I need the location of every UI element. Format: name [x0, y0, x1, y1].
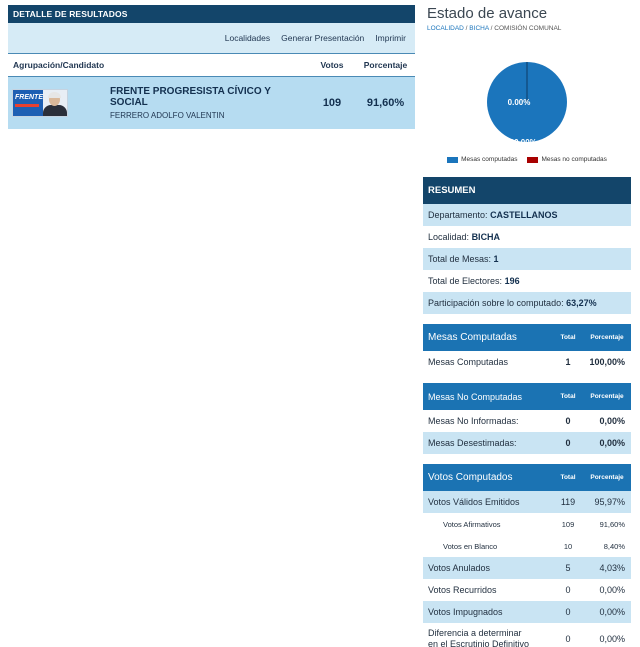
row-name: Mesas Computadas — [428, 357, 509, 367]
row-total: 0 — [565, 634, 571, 644]
row-pct: 8,40% — [603, 541, 625, 551]
breadcrumb-comision: COMISIÓN COMUNAL — [494, 25, 562, 32]
row-name: Votos Afirmativos — [443, 519, 501, 529]
table-row — [423, 623, 631, 647]
legend-label-computadas: Mesas computadas — [461, 156, 518, 163]
detalle-toolbar — [8, 23, 415, 53]
sidebar-panel — [423, 5, 631, 647]
col-agrupacion: Agrupación/Candidato — [13, 60, 105, 70]
row-total: 0 — [565, 585, 571, 595]
row-total: 0 — [565, 607, 571, 617]
row-name: Votos Válidos Emitidos — [428, 497, 520, 507]
breadcrumb-sep: / — [490, 25, 493, 32]
localidad-value: BICHA — [471, 232, 501, 242]
breadcrumb — [427, 25, 631, 32]
row-name: Mesas No Informadas: — [428, 416, 519, 426]
imprimir-link[interactable]: Imprimir — [375, 33, 406, 43]
legend-swatch-blue — [447, 157, 458, 163]
resumen-departamento — [423, 204, 631, 226]
col-porcentaje: Porcentaje — [590, 334, 624, 341]
table-row — [423, 579, 631, 601]
resumen-participacion — [423, 292, 631, 314]
departamento-value: CASTELLANOS — [490, 210, 558, 220]
col-total: Total — [560, 334, 576, 341]
logo-text: FRENTE — [15, 94, 43, 101]
row-name-line2: en el Escrutinio Definitivo — [428, 639, 530, 647]
table-row — [8, 77, 415, 129]
pie-label-no: 0.00% — [507, 98, 531, 107]
mesas-computadas-header — [423, 324, 631, 351]
departamento-label: Departamento: — [428, 210, 488, 220]
row-name: Votos Anulados — [428, 563, 491, 573]
table-row — [423, 601, 631, 623]
row-total: 5 — [565, 563, 571, 573]
row-pct: 0,00% — [599, 438, 625, 448]
votos-value: 109 — [322, 97, 342, 109]
pie-label-si: 100.00% — [505, 138, 537, 147]
mesas-computadas-title: Mesas Computadas — [428, 332, 517, 343]
total-electores-value: 196 — [504, 276, 520, 286]
breadcrumb-sep: / — [465, 25, 468, 32]
party-name: FRENTE PROGRESISTA CÍVICO Y SOCIAL — [110, 86, 271, 108]
avance-chart — [423, 36, 631, 156]
row-total: 0 — [565, 416, 571, 426]
mesas-no-computadas-header — [423, 383, 631, 410]
row-name-line1: Diferencia a determinar — [428, 628, 522, 638]
legend-label-no-computadas: Mesas no computadas — [541, 156, 607, 163]
row-name: Votos en Blanco — [443, 541, 498, 551]
row-name — [423, 628, 553, 647]
party-logo — [12, 89, 68, 117]
participacion-value: 63,27% — [566, 298, 597, 308]
row-name: Votos Impugnados — [428, 607, 503, 617]
row-total: 1 — [565, 357, 571, 367]
col-votos: Votos — [320, 60, 344, 70]
resumen-header: RESUMEN — [423, 177, 631, 204]
candidate-name: FERRERO ADOLFO VALENTIN — [110, 111, 225, 120]
col-porcentaje: Porcentaje — [590, 474, 624, 481]
candidate-cell — [110, 86, 308, 120]
table-row — [423, 351, 631, 373]
row-name: Mesas Desestimadas: — [428, 438, 517, 448]
row-pct: 0,00% — [599, 634, 625, 644]
votos-computados-title: Votos Computados — [428, 472, 513, 483]
breadcrumb-localidad[interactable]: LOCALIDAD — [427, 25, 464, 32]
resumen-localidad — [423, 226, 631, 248]
localidad-label: Localidad: — [428, 232, 470, 242]
col-porcentaje: Porcentaje — [363, 60, 408, 70]
resumen-total-mesas — [423, 248, 631, 270]
table-row — [423, 535, 631, 557]
col-porcentaje: Porcentaje — [590, 393, 624, 400]
row-pct: 0,00% — [599, 585, 625, 595]
table-row — [423, 491, 631, 513]
row-total: 10 — [563, 541, 573, 551]
row-pct: 0,00% — [599, 416, 625, 426]
mesas-computadas-table — [423, 324, 631, 373]
total-electores-label: Total de Electores: — [428, 276, 503, 286]
detalle-header: DETALLE DE RESULTADOS — [8, 5, 415, 23]
results-table-header — [8, 53, 415, 77]
total-mesas-label: Total de Mesas: — [428, 254, 492, 264]
resumen-total-electores — [423, 270, 631, 292]
localidades-link[interactable]: Localidades — [224, 33, 271, 43]
row-name: Votos Recurridos — [428, 585, 497, 595]
row-total: 109 — [561, 519, 575, 529]
total-mesas-value: 1 — [493, 254, 499, 264]
votos-computados-table — [423, 464, 631, 647]
row-pct: 4,03% — [599, 563, 625, 573]
table-row — [423, 432, 631, 454]
row-pct: 100,00% — [589, 357, 625, 367]
row-total: 119 — [560, 497, 576, 507]
row-total: 0 — [565, 438, 571, 448]
row-pct: 91,60% — [599, 519, 625, 529]
col-total: Total — [560, 393, 576, 400]
legend-item-computadas — [447, 156, 517, 163]
table-row — [423, 513, 631, 535]
estado-title: Estado de avance — [427, 5, 548, 22]
legend-item-no-computadas — [527, 156, 606, 163]
table-row — [423, 557, 631, 579]
porcentaje-value: 91,60% — [366, 97, 405, 109]
breadcrumb-bicha[interactable]: BICHA — [469, 25, 489, 32]
pie-chart — [423, 36, 631, 156]
pie-legend — [423, 156, 631, 163]
detalle-panel — [8, 5, 415, 129]
mesas-no-computadas-title: Mesas No Computadas — [428, 391, 523, 402]
row-pct: 95,97% — [594, 497, 625, 507]
row-pct: 0,00% — [599, 607, 625, 617]
col-total: Total — [560, 474, 576, 481]
table-row — [423, 410, 631, 432]
legend-swatch-red — [527, 157, 538, 163]
mesas-no-computadas-table — [423, 383, 631, 454]
votos-computados-header — [423, 464, 631, 491]
generar-presentacion-link[interactable]: Generar Presentación — [281, 33, 365, 43]
participacion-label: Participación sobre lo computado: — [428, 298, 564, 308]
